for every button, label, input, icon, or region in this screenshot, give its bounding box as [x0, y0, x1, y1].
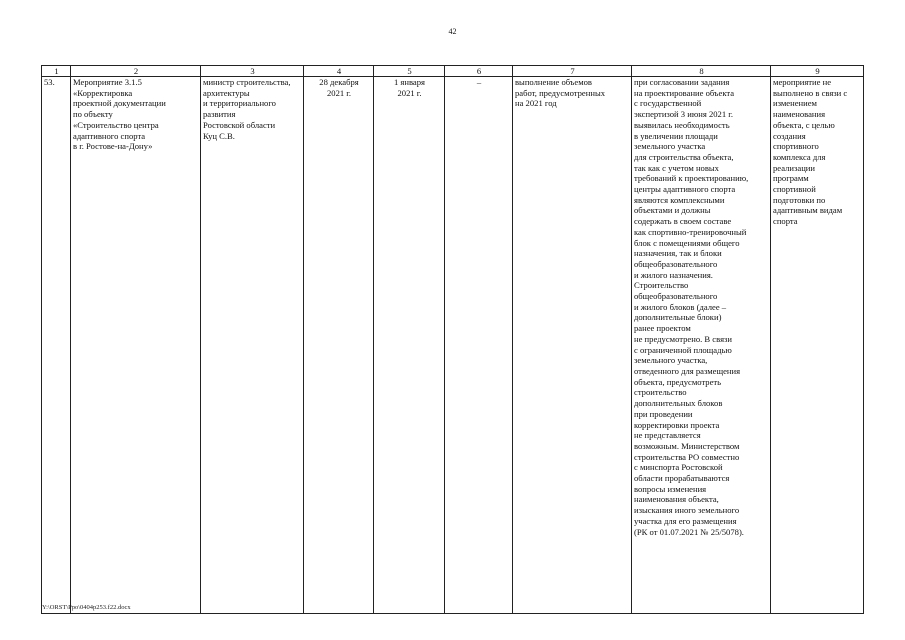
event-name-cell: Мероприятие 3.1.5 «Корректировка проектной документации по объекту «Строительство центра адаптивного спорта в г. Ростове-на-Дону»: [71, 77, 201, 614]
reason-cell: мероприятие не выполнено в связи с изменением наименования объекта, с целью создания спортивного комплекса для реализации программ спортивной подготовки по адаптивным видам спорта: [771, 77, 864, 614]
actual-date-cell: 1 января 2021 г.: [374, 77, 445, 614]
footer-file-path: Y:\ORST\Ppo\0404p253.f22.docx: [42, 604, 131, 611]
column-header-8: 8: [632, 66, 771, 77]
column-header-4: 4: [304, 66, 374, 77]
page-number: 42: [448, 27, 457, 36]
column-header-9: 9: [771, 66, 864, 77]
column-header-2: 2: [71, 66, 201, 77]
row-number-cell: 53.: [42, 77, 71, 614]
report-table: [41, 65, 864, 614]
column-header-3: 3: [201, 66, 304, 77]
column-header-7: 7: [513, 66, 632, 77]
table-row: [42, 77, 864, 614]
expected-result-cell: выполнение объемов работ, предусмотренных на 2021 год: [513, 77, 632, 614]
column-6-cell: –: [445, 77, 513, 614]
column-number-row: [42, 66, 864, 77]
column-header-6: 6: [445, 66, 513, 77]
notes-cell: при согласовании задания на проектирование объекта с государственной экспертизой 3 июня 2021 г. выявилась необходимость в увеличении площади земельного участка для строительства объекта, так как с учетом новых требований к проектированию, центры адаптивного спорта являются комплексными объектами и должны содержать в своем составе как спортивно-тренировочный блок с помещениями общего назначения, так и блоки общеобразовательного и жилого назначения. Строительство общеобразовательного и жилого блоков (далее – дополнительные блоки) ранее проектом не предусмотрено. В связи с ограниченной площадью земельного участка, отведенного для размещения объекта, предусмотреть строительство дополнительных блоков при проведении корректировки проекта не представляется возможным. Министерством строительства РО совместно с минспорта Ростовской области прорабатываются вопросы изменения наименования объекта, изыскания иного земельного участка для его размещения (РК от 01.07.2021 № 25/5078).: [632, 77, 771, 614]
column-header-1: 1: [42, 66, 71, 77]
responsible-cell: министр строительства, архитектуры и территориального развития Ростовской области Куц С.В.: [201, 77, 304, 614]
column-header-5: 5: [374, 66, 445, 77]
planned-date-cell: 28 декабря 2021 г.: [304, 77, 374, 614]
